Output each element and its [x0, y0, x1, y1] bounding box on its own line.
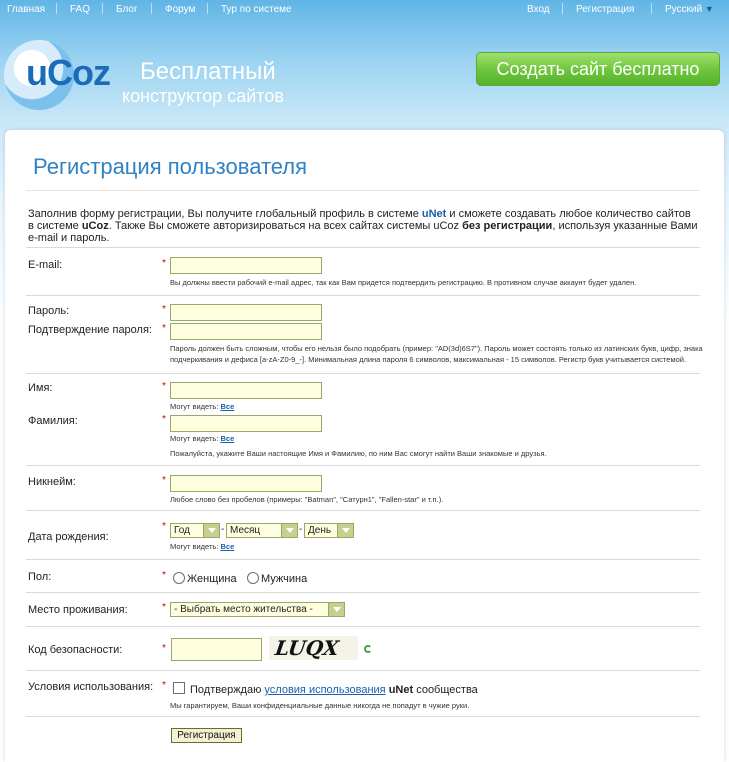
required-mark: *: [162, 323, 166, 334]
gender-female-label: Женщина: [187, 573, 237, 585]
password-confirm-label: Подтверждение пароля:: [28, 324, 152, 336]
location-label: Место проживания:: [28, 604, 128, 616]
gender-label: Пол:: [28, 571, 52, 583]
section-divider: [26, 626, 700, 627]
required-mark: *: [162, 680, 166, 691]
date-separator: -: [221, 524, 225, 535]
nav-register-link[interactable]: Регистрация: [576, 4, 635, 15]
tagline-line2: конструктор сайтов: [122, 86, 284, 106]
email-input[interactable]: [170, 257, 322, 274]
password-hint-line2: подчеркивания и дефиса [a-zA-Z0-9_-]. Минимальная длина пароля 6 символов, максимальная - 15 символов. Регистр букв учитывается системой.: [170, 355, 687, 364]
section-divider: [26, 510, 700, 511]
nav-blog-link[interactable]: Блог: [116, 4, 138, 15]
gender-male-label: Мужчина: [261, 573, 308, 585]
required-mark: *: [162, 304, 166, 315]
caret-down-icon: ▼: [704, 4, 714, 14]
first-name-label: Имя:: [28, 382, 53, 394]
section-divider: [26, 465, 700, 466]
dropdown-arrow-icon: [203, 524, 219, 537]
nav-separator: [102, 3, 103, 14]
title-divider: [26, 190, 700, 191]
required-mark: *: [162, 602, 166, 613]
email-hint: Вы должны ввести рабочий e-mail адрес, так как Вам придется подтвердить регистрацию. В противном случае аккаунт будет удален.: [170, 278, 637, 287]
birth-day-select[interactable]: День: [304, 523, 354, 538]
captcha-image: [269, 636, 358, 660]
last-name-visibility: Могут видеть: Все: [170, 434, 235, 443]
terms-checkbox[interactable]: [173, 682, 185, 694]
nav-home-link[interactable]: Главная: [7, 4, 46, 15]
date-separator: -: [299, 524, 303, 535]
language-selector[interactable]: [665, 4, 714, 15]
terms-text: Подтверждаю условия использования uNet сообщества: [190, 684, 478, 696]
section-divider: [26, 247, 700, 248]
dropdown-arrow-icon: [281, 524, 297, 537]
last-name-visibility-link[interactable]: Все: [220, 434, 235, 443]
top-navigation: [0, 0, 729, 18]
gender-female-radio[interactable]: [173, 572, 185, 584]
required-mark: *: [162, 570, 166, 581]
required-mark: *: [162, 521, 166, 532]
nickname-hint: Любое слово без пробелов (примеры: "Batman", "Сатурн1", "Fallen-star" и т.п.).: [170, 495, 444, 504]
birthdate-visibility-link[interactable]: Все: [220, 542, 235, 551]
intro-text: Заполнив форму регистрации, Вы получите глобальный профиль в системе uNet и сможете создавать любое количество сайтов в системе uCoz. Также Вы сможете авторизироваться на всех сайтах системы uCoz без регистрации, используя указанные Вами e-mail и пароль.: [28, 208, 698, 244]
last-name-label: Фамилия:: [28, 415, 78, 427]
register-submit-button[interactable]: Регистрация: [171, 728, 242, 743]
unet-link[interactable]: uNet: [421, 208, 447, 220]
email-label: E-mail:: [28, 259, 63, 271]
dropdown-arrow-icon: [328, 603, 344, 616]
first-name-visibility: Могут видеть: Все: [170, 402, 235, 411]
nav-separator: [651, 3, 652, 14]
nav-login-link[interactable]: Вход: [527, 4, 550, 15]
privacy-hint: Мы гарантируем, Ваши конфиденциальные данные никогда не попадут в чужие руки.: [170, 701, 470, 710]
password-label: Пароль:: [28, 305, 70, 317]
gender-male-radio[interactable]: [247, 572, 259, 584]
captcha-refresh-icon[interactable]: [364, 645, 372, 653]
required-mark: *: [162, 258, 166, 269]
password-confirm-input[interactable]: [170, 323, 322, 340]
terms-link[interactable]: условия использования: [264, 684, 386, 696]
captcha-text: LUQX: [273, 636, 341, 660]
logo-text: uCoz: [26, 52, 110, 93]
section-divider: [26, 373, 700, 374]
terms-label: Условия использования:: [28, 681, 154, 693]
required-mark: *: [162, 643, 166, 654]
birth-year-select[interactable]: Год: [170, 523, 220, 538]
section-divider: [26, 716, 700, 717]
section-divider: [26, 295, 700, 296]
first-name-input[interactable]: [170, 382, 322, 399]
nickname-label: Никнейм:: [28, 476, 76, 488]
create-site-button[interactable]: Создать сайт бесплатно: [476, 52, 720, 86]
ucoz-logo[interactable]: [4, 36, 112, 116]
nav-separator: [56, 3, 57, 14]
nav-forum-link[interactable]: Форум: [165, 4, 196, 15]
captcha-input[interactable]: [171, 638, 262, 661]
required-mark: *: [162, 475, 166, 486]
nav-tour-link[interactable]: Тур по системе: [221, 4, 292, 15]
required-mark: *: [162, 414, 166, 425]
language-label: Русский: [665, 4, 703, 15]
location-select[interactable]: - Выбрать место жительства -: [170, 602, 345, 617]
nav-faq-link[interactable]: FAQ: [70, 4, 91, 15]
nav-separator: [207, 3, 208, 14]
last-name-input[interactable]: [170, 415, 322, 432]
birthdate-label: Дата рождения:: [28, 531, 109, 543]
section-divider: [26, 592, 700, 593]
section-divider: [26, 670, 700, 671]
dropdown-arrow-icon: [337, 524, 353, 537]
password-hint-line1: Пароль должен быть сложным, чтобы его нельзя было подобрать (пример: "AD(3d)6S7"). Пароль может состоять только из латинских букв, цифр, знака: [170, 344, 703, 353]
nav-separator: [151, 3, 152, 14]
birthdate-visibility: Могут видеть: Все: [170, 542, 235, 551]
required-mark: *: [162, 381, 166, 392]
birth-month-select[interactable]: Месяц: [226, 523, 298, 538]
section-divider: [26, 559, 700, 560]
nickname-input[interactable]: [170, 475, 322, 492]
password-input[interactable]: [170, 304, 322, 321]
page-title: Регистрация пользователя: [33, 154, 308, 179]
tagline-line1: Бесплатный: [140, 58, 276, 85]
nav-separator: [562, 3, 563, 14]
name-hint: Пожалуйста, укажите Ваши настоящие Имя и Фамилию, по ним Вас смогут найти Ваши знакомые и друзья.: [170, 449, 547, 458]
captcha-label: Код безопасности:: [28, 644, 123, 656]
first-name-visibility-link[interactable]: Все: [220, 402, 235, 411]
